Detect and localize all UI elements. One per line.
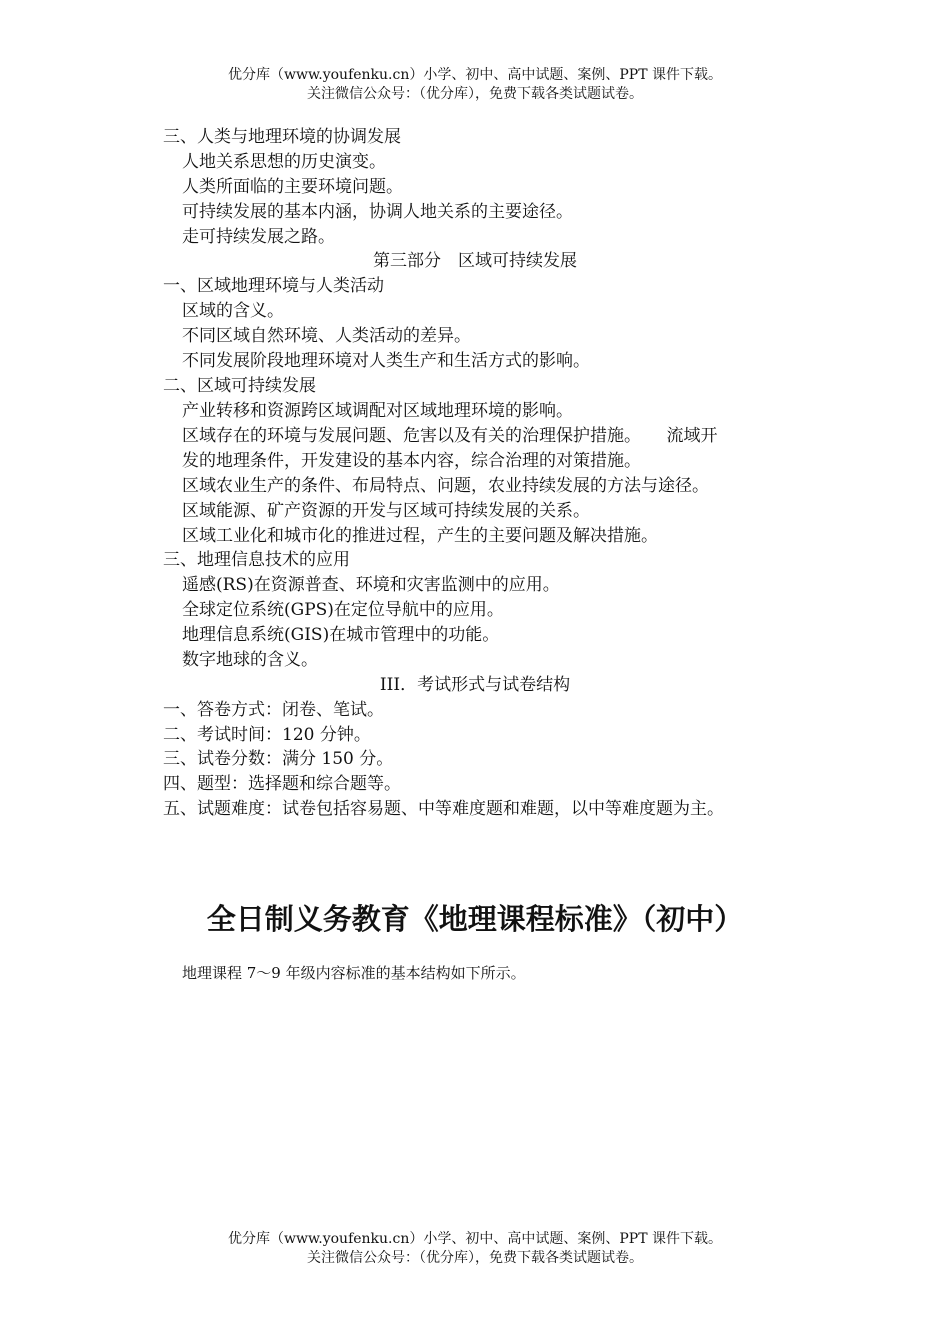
body-line: 区域工业化和城市化的推进过程，产生的主要问题及解决措施。	[182, 526, 658, 546]
body-line: 人类所面临的主要环境问题。	[182, 177, 403, 197]
page-footer	[0, 1230, 950, 1268]
body-line: 人地关系思想的历史演变。	[182, 152, 386, 172]
body-line: 可持续发展的基本内涵，协调人地关系的主要途径。	[182, 202, 573, 222]
exam-item: 一、答卷方式：闭卷、笔试。	[163, 700, 384, 720]
header-line-1: 优分库（www.youfenku.cn）小学、初中、高中试题、案例、PPT 课件下载。	[227, 67, 722, 83]
body-line: 全球定位系统(GPS)在定位导航中的应用。	[182, 600, 504, 620]
section-heading: 三、人类与地理环境的协调发展	[163, 127, 401, 147]
header-line-2: 关注微信公众号：（优分库），免费下载各类试题试卷。	[307, 86, 643, 102]
body-line: 地理信息系统(GIS)在城市管理中的功能。	[182, 625, 500, 645]
footer-line-2: 关注微信公众号：（优分库），免费下载各类试题试卷。	[307, 1250, 643, 1266]
body-line: 发的地理条件，开发建设的基本内容，综合治理的对策措施。	[182, 451, 641, 471]
part-title: III．考试形式与试卷结构	[379, 675, 571, 695]
body-line: 区域的含义。	[182, 301, 284, 321]
body-line: 区域农业生产的条件、布局特点、问题，农业持续发展的方法与途径。	[182, 476, 709, 496]
body-line: 走可持续发展之路。	[182, 227, 335, 247]
body-line: 区域存在的环境与发展问题、危害以及有关的治理保护措施。 流域开	[182, 426, 718, 446]
intro-text: 地理课程 7～9 年级内容标准的基本结构如下所示。	[182, 964, 526, 982]
document-title: 全日制义务教育《地理课程标准》（初中）	[206, 902, 744, 936]
body-line: 区域能源、矿产资源的开发与区域可持续发展的关系。	[182, 501, 590, 521]
exam-item: 五、试题难度：试卷包括容易题、中等难度题和难题，以中等难度题为主。	[163, 799, 724, 819]
exam-item: 四、题型：选择题和综合题等。	[163, 774, 401, 794]
body-line: 数字地球的含义。	[182, 650, 318, 670]
footer-line-1: 优分库（www.youfenku.cn）小学、初中、高中试题、案例、PPT 课件下载。	[227, 1231, 722, 1247]
body-line: 产业转移和资源跨区域调配对区域地理环境的影响。	[182, 401, 573, 421]
part-title: 第三部分 区域可持续发展	[373, 251, 577, 271]
body-line: 遥感(RS)在资源普查、环境和灾害监测中的应用。	[182, 575, 560, 595]
section-heading: 二、区域可持续发展	[163, 376, 316, 396]
page-header	[0, 66, 950, 104]
exam-item: 三、试卷分数：满分 150 分。	[163, 749, 394, 769]
body-line: 不同发展阶段地理环境对人类生产和生活方式的影响。	[182, 351, 590, 371]
section-heading: 一、区域地理环境与人类活动	[163, 276, 384, 296]
body-line: 不同区域自然环境、人类活动的差异。	[182, 326, 471, 346]
exam-item: 二、考试时间：120 分钟。	[163, 725, 371, 745]
section-heading: 三、地理信息技术的应用	[163, 550, 350, 570]
